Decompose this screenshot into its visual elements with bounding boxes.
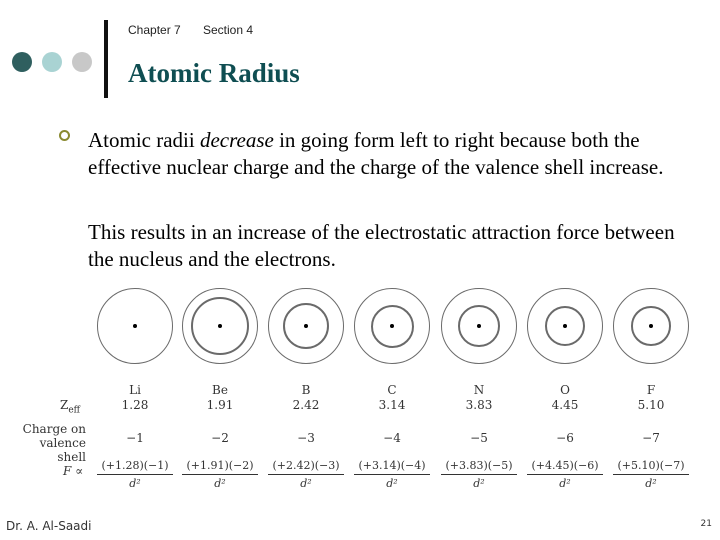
page-number: 21 (700, 519, 712, 529)
nucleus (390, 324, 394, 328)
valence-charge: −6 (556, 431, 574, 445)
fraction-bar (97, 474, 173, 475)
fraction-bar (527, 474, 603, 475)
fraction-bar (354, 474, 430, 475)
force-numerator: (+5.10)(−7) (617, 459, 685, 472)
atom-o (527, 288, 603, 364)
element-symbol: Be (212, 383, 228, 397)
force-numerator: (+4.45)(−6) (531, 459, 599, 472)
force-denominator: d² (645, 477, 657, 490)
header-divider (104, 20, 108, 98)
atom-b (268, 288, 344, 364)
element-symbol: C (387, 383, 397, 397)
element-symbol: O (560, 383, 570, 397)
zeff-value: 5.10 (637, 398, 665, 412)
force-denominator: d² (214, 477, 226, 490)
author-footer: Dr. A. Al-Saadi (6, 519, 92, 533)
force-fraction (348, 459, 436, 490)
fraction-bar (613, 474, 689, 475)
atom-c (354, 288, 430, 364)
force-denominator: d² (129, 477, 141, 490)
force-numerator: (+3.14)(−4) (358, 459, 426, 472)
fraction-bar (182, 474, 258, 475)
zeff-value: 4.45 (551, 398, 579, 412)
force-denominator: d² (386, 477, 398, 490)
nucleus (563, 324, 567, 328)
decor-dot-light (42, 52, 62, 72)
decor-dot-dark (12, 52, 32, 72)
force-fraction (521, 459, 609, 490)
force-label: F ∝ (63, 464, 84, 478)
emphasis-decrease: decrease (199, 128, 274, 152)
force-denominator: d² (559, 477, 571, 490)
force-numerator: (+2.42)(−3) (272, 459, 340, 472)
zeff-value: 1.28 (121, 398, 149, 412)
force-fraction (91, 459, 179, 490)
chapter-label: Chapter 7 (128, 23, 181, 37)
force-fraction (262, 459, 350, 490)
nucleus (477, 324, 481, 328)
nucleus (649, 324, 653, 328)
atom-n (441, 288, 517, 364)
zeff-value: 3.14 (378, 398, 406, 412)
atom-li (97, 288, 173, 364)
element-symbol: Li (129, 383, 141, 397)
nucleus (304, 324, 308, 328)
force-numerator: (+1.28)(−1) (101, 459, 169, 472)
zeff-value: 2.42 (292, 398, 320, 412)
force-numerator: (+1.91)(−2) (186, 459, 254, 472)
nucleus (218, 324, 222, 328)
valence-charge: −4 (383, 431, 401, 445)
zeff-value: 1.91 (206, 398, 234, 412)
charge-label: Charge on valence shell (22, 422, 86, 464)
valence-charge: −7 (642, 431, 660, 445)
force-denominator: d² (300, 477, 312, 490)
slide-title: Atomic Radius (128, 58, 300, 88)
zeff-value: 3.83 (465, 398, 493, 412)
force-numerator: (+3.83)(−5) (445, 459, 513, 472)
nucleus (133, 324, 137, 328)
valence-charge: −2 (211, 431, 229, 445)
valence-charge: −5 (470, 431, 488, 445)
force-fraction (435, 459, 523, 490)
force-fraction (176, 459, 264, 490)
section-label: Section 4 (203, 23, 254, 37)
paragraph-2: This results in an increase of the electrostatic attraction force between the nucleus and the electrons. (88, 220, 675, 271)
valence-charge: −3 (297, 431, 315, 445)
fraction-bar (441, 474, 517, 475)
element-symbol: N (473, 383, 485, 397)
paragraph-1: Atomic radii decrease in going form left to right because both the effective nuclear charge and the charge of the valence shell increase. (88, 128, 664, 179)
zeff-label: $Z_{eff}$ (60, 398, 81, 416)
atom-be (182, 288, 258, 364)
element-symbol: B (301, 383, 311, 397)
valence-charge: −1 (126, 431, 144, 445)
decor-dot-gray (72, 52, 92, 72)
force-denominator: d² (473, 477, 485, 490)
force-fraction (607, 459, 695, 490)
element-symbol: F (646, 383, 656, 397)
bullet-icon (59, 130, 70, 141)
atom-f (613, 288, 689, 364)
fraction-bar (268, 474, 344, 475)
